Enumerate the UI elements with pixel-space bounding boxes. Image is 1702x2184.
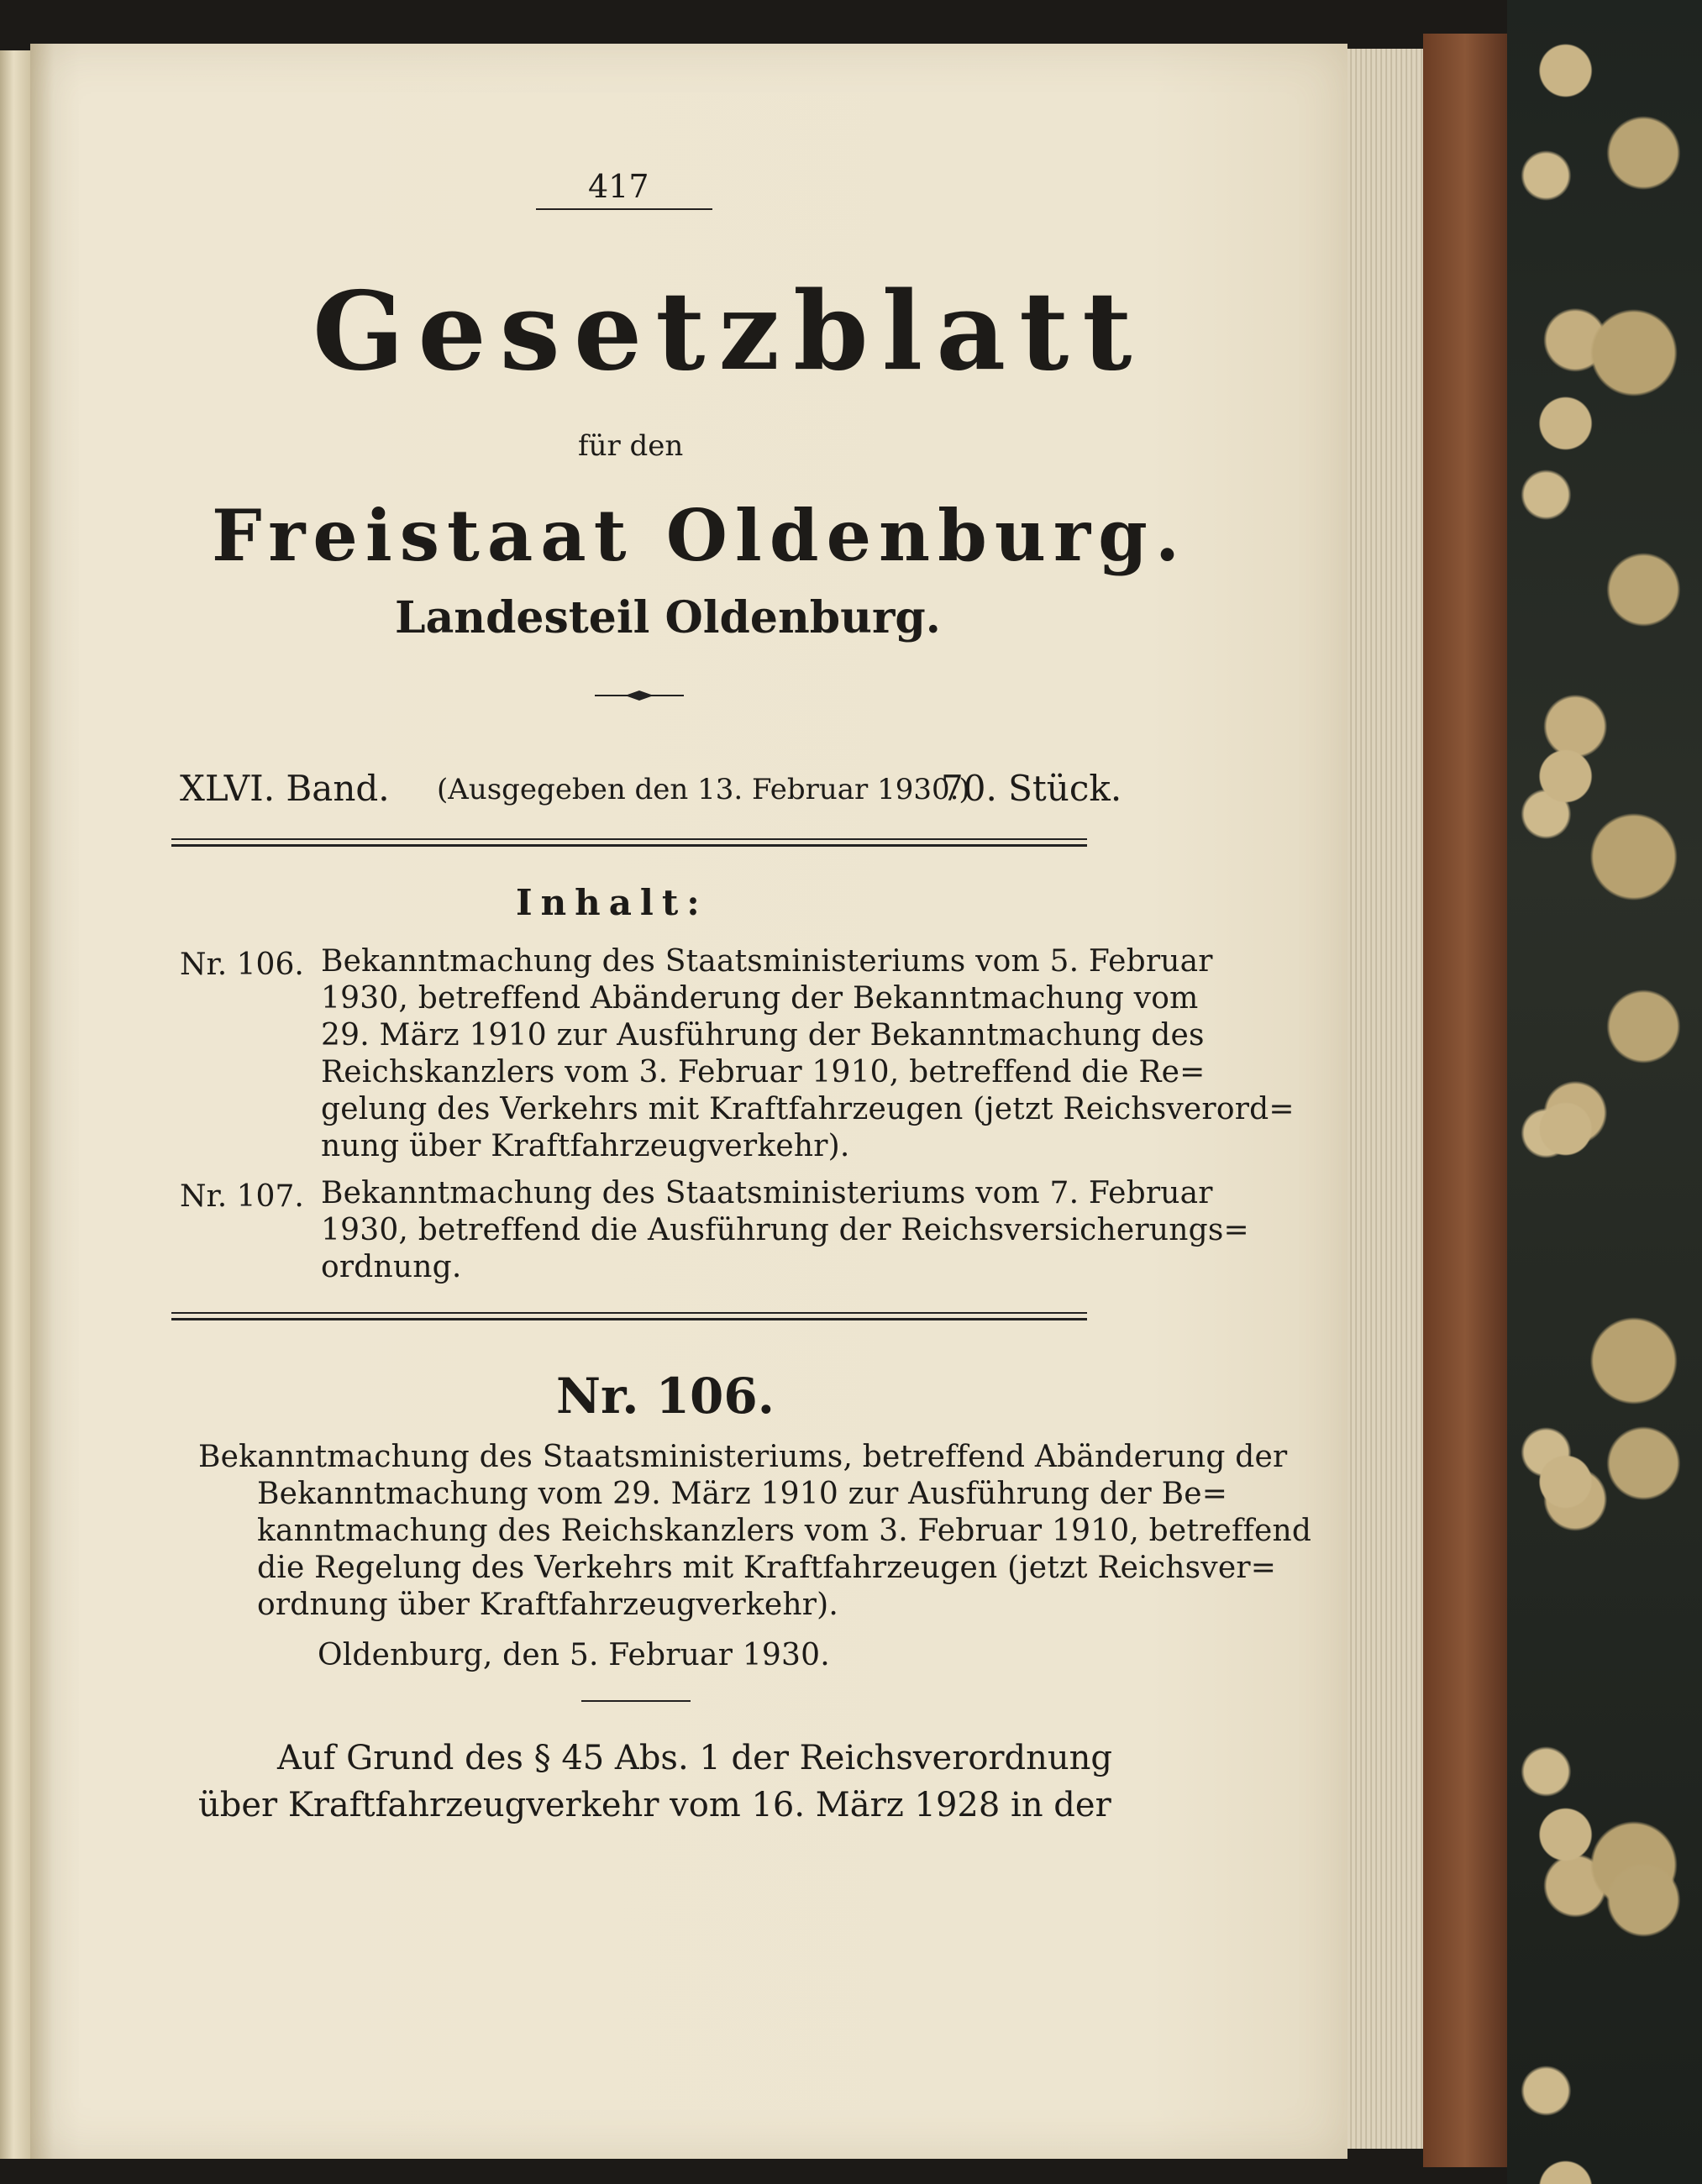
contents-entry-number: Nr. 106. <box>180 948 304 982</box>
ornament-divider <box>595 689 684 702</box>
contents-heading: Inhalt: <box>516 882 708 923</box>
announcement-summary-line: Bekanntmachung vom 29. März 1910 zur Ausführung der Be= <box>257 1477 1228 1511</box>
issue-date: (Ausgegeben den 13. Februar 1930.) <box>437 773 970 806</box>
contents-entry-line: 29. März 1910 zur Ausführung der Bekanntmachung des <box>321 1018 1205 1053</box>
page-number-rule <box>536 208 712 210</box>
body-text-line: über Kraftfahrzeugverkehr vom 16. März 1928 in der <box>198 1786 1111 1824</box>
book-spine <box>1423 34 1507 2167</box>
announcement-summary-line: ordnung über Kraftfahrzeugverkehr). <box>257 1588 839 1622</box>
contents-entry-line: Bekanntmachung des Staatsministeriums vom 7. Februar <box>321 1176 1213 1210</box>
contents-entry-line: Bekanntmachung des Staatsministeriums vom 5. Februar <box>321 944 1213 979</box>
contents-entry-line: 1930, betreffend die Ausführung der Reichsversicherungs= <box>321 1213 1249 1247</box>
announcement-heading: Nr. 106. <box>556 1368 775 1425</box>
state-name: Freistaat Oldenburg. <box>212 494 1188 577</box>
page-edges <box>1347 49 1423 2149</box>
contents-double-rule <box>171 1312 1087 1320</box>
contents-entry-line: ordnung. <box>321 1250 462 1284</box>
contents-entry-number: Nr. 107. <box>180 1179 304 1214</box>
place-date-line: Oldenburg, den 5. Februar 1930. <box>318 1638 830 1672</box>
header-double-rule <box>171 838 1087 847</box>
issue-number: 70. Stück. <box>941 768 1122 809</box>
gazette-title: Gesetzblatt <box>313 269 1146 395</box>
marbled-cover <box>1507 0 1702 2184</box>
district-name: Landesteil Oldenburg. <box>395 592 941 643</box>
announcement-summary-line: die Regelung des Verkehrs mit Kraftfahrzeugen (jetzt Reichsver= <box>257 1551 1277 1585</box>
contents-entry-line: 1930, betreffend Abänderung der Bekanntmachung vom <box>321 981 1199 1016</box>
page-number: 417 <box>588 168 649 205</box>
contents-entry-line: nung über Kraftfahrzeugverkehr). <box>321 1129 850 1163</box>
volume-label: XLVI. Band. <box>180 768 390 809</box>
contents-entry-line: Reichskanzlers vom 3. Februar 1910, betreffend die Re= <box>321 1055 1206 1089</box>
left-page-edge <box>0 50 30 2159</box>
announcement-summary-line: kanntmachung des Reichskanzlers vom 3. Februar 1910, betreffend <box>257 1514 1312 1548</box>
subtitle-preposition: für den <box>578 429 684 463</box>
place-date-rule <box>581 1700 691 1702</box>
announcement-summary-line: Bekanntmachung des Staatsministeriums, betreffend Abänderung der <box>198 1440 1288 1474</box>
body-text-line: Auf Grund des § 45 Abs. 1 der Reichsverordnung <box>277 1739 1113 1777</box>
contents-entry-line: gelung des Verkehrs mit Kraftfahrzeugen (jetzt Reichsverord= <box>321 1092 1295 1126</box>
